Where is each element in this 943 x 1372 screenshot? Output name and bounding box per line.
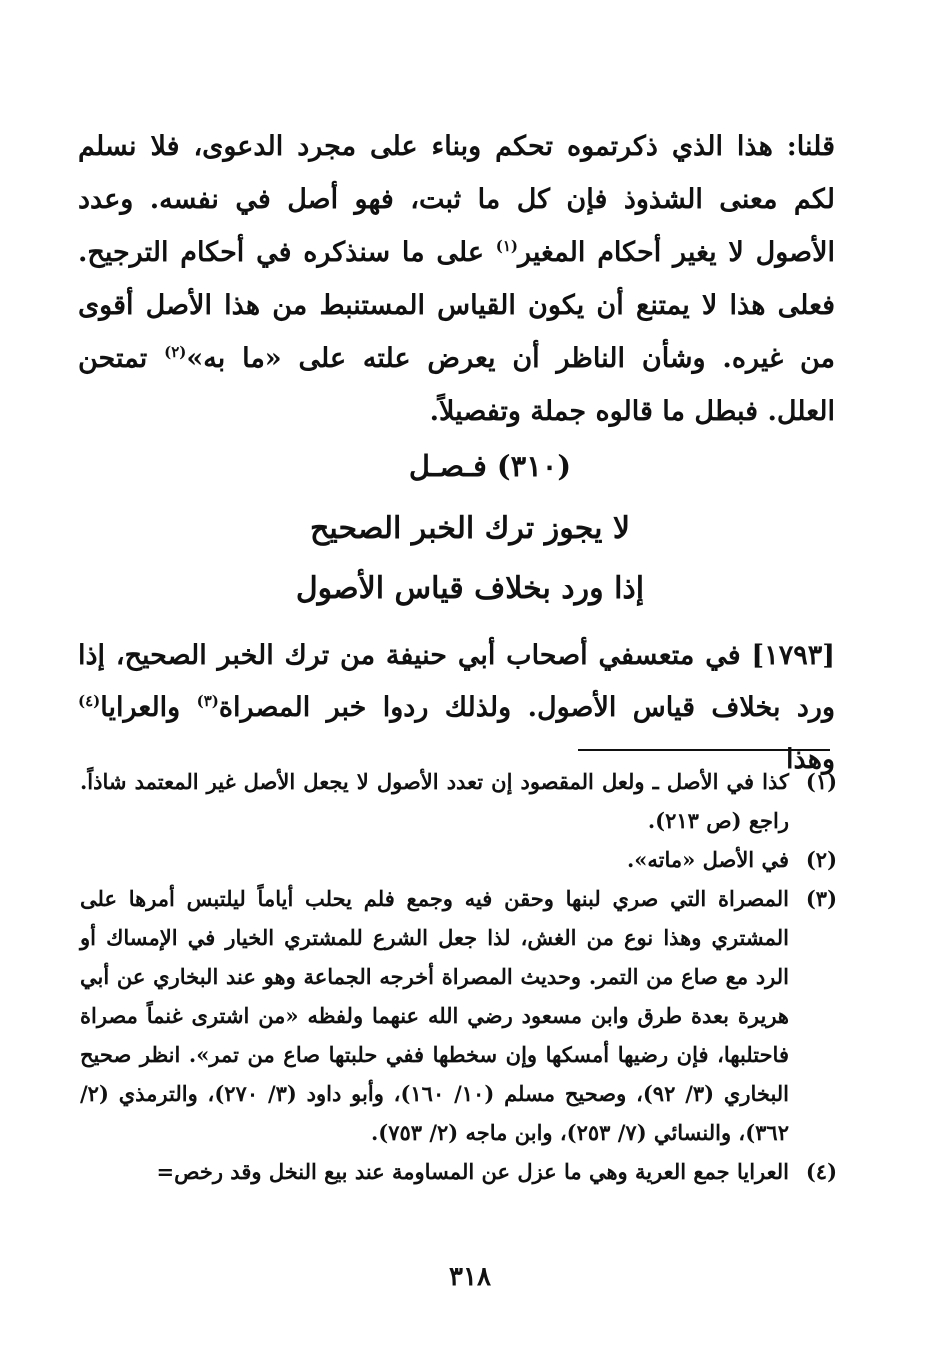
footnote-ref-4[interactable]: (٤) bbox=[78, 692, 101, 710]
footnote-number: (٣) bbox=[805, 886, 837, 911]
footnote-text: كذا في الأصل ـ ولعل المقصود إن تعدد الأصول لا يجعل الأصل غير المعتمد شاذاً. راجع (ص ٢١٣). bbox=[80, 769, 789, 833]
footnote-number: (٢) bbox=[805, 847, 837, 872]
footnote-3 bbox=[80, 879, 837, 1152]
footnote-1 bbox=[80, 762, 837, 840]
paragraph-text: وهذا bbox=[786, 744, 835, 775]
paragraph-text: والعرايا bbox=[100, 692, 197, 723]
footnote-ref-3[interactable]: (٣) bbox=[196, 692, 219, 710]
footnote-text: العرايا جمع العرية وهي ما عزل عن المساومة عند بيع النخل وقد رخص= bbox=[156, 1159, 789, 1184]
footnote-number: (١) bbox=[805, 769, 837, 794]
footnote-2 bbox=[80, 840, 837, 879]
footnote-divider bbox=[578, 749, 830, 751]
section-number-heading: (٣١٠) فـصـل bbox=[408, 449, 572, 483]
paragraph-text: [١٧٩٣] في متعسفي أصحاب أبي حنيفة من ترك الخبر الصحيح، إذا ورد بخلاف قياس الأصول. ولذلك ردوا خبر المصراة bbox=[78, 640, 835, 723]
paragraph-text: تمتحن العلل. فبطل ما قالوه جملة وتفصيلاً. bbox=[78, 343, 835, 427]
section-title: لا يجوز ترك الخبر الصحيح bbox=[310, 511, 630, 546]
footnotes-section bbox=[80, 762, 837, 1191]
section-subtitle: إذا ورد بخلاف قياس الأصول bbox=[295, 571, 645, 606]
footnote-text: في الأصل «ماته». bbox=[626, 847, 789, 872]
paragraph-text: على ما سنذكره في أحكام الترجيح. فعلى هذا لا يمتنع أن يكون القياس المستنبط من هذا الأصل أقوى من غيره. وشأن الناظر أن يعرض علته على «ما به» bbox=[78, 237, 835, 374]
paragraph-text: قلنا: هذا الذي ذكرتموه تحكم وبناء على مجرد الدعوى، فلا نسلم لكم معنى الشذوذ فإن كل ما ثبت، فهو أصل في نفسه. وعدد الأصول لا يغير أحكام المغير bbox=[78, 131, 835, 268]
body-paragraph-1 bbox=[78, 120, 835, 438]
footnote-ref-1[interactable]: (١) bbox=[495, 237, 518, 255]
page-number: ٣١٨ bbox=[449, 1262, 491, 1292]
footnote-ref-2[interactable]: (٢) bbox=[164, 343, 187, 361]
footnote-number: (٤) bbox=[805, 1159, 837, 1184]
footnote-4 bbox=[80, 1152, 837, 1191]
footnote-text: المصراة التي صري لبنها وحقن فيه وجمع فلم يحلب أياماً ليلتبس أمرها على المشتري وهذا نوع من الغش، لذا جعل الشرع للمشتري الخيار في الإمساك أو الرد مع صاع من التمر. وحديث المصراة أخرجه الجماعة وهو عند البخاري عن أبي هريرة بعدة طرق وابن مسعود رضي الله عنهما ولفظه «من اشترى غنماً مصراة فاحتلبها، فإن رضيها أمسكها وإن سخطها ففي حلبتها صاع من تمر». انظر صحيح البخاري (٣/ ٩٢)، وصحيح مسلم (١٠/ ١٦٠)، وأبو داود (٣/ ٢٧٠)، والترمذي (٢/ ٣٦٢)، والنسائي (٧/ ٢٥٣)، وابن ماجه (٢/ ٧٥٣). bbox=[80, 886, 790, 1145]
